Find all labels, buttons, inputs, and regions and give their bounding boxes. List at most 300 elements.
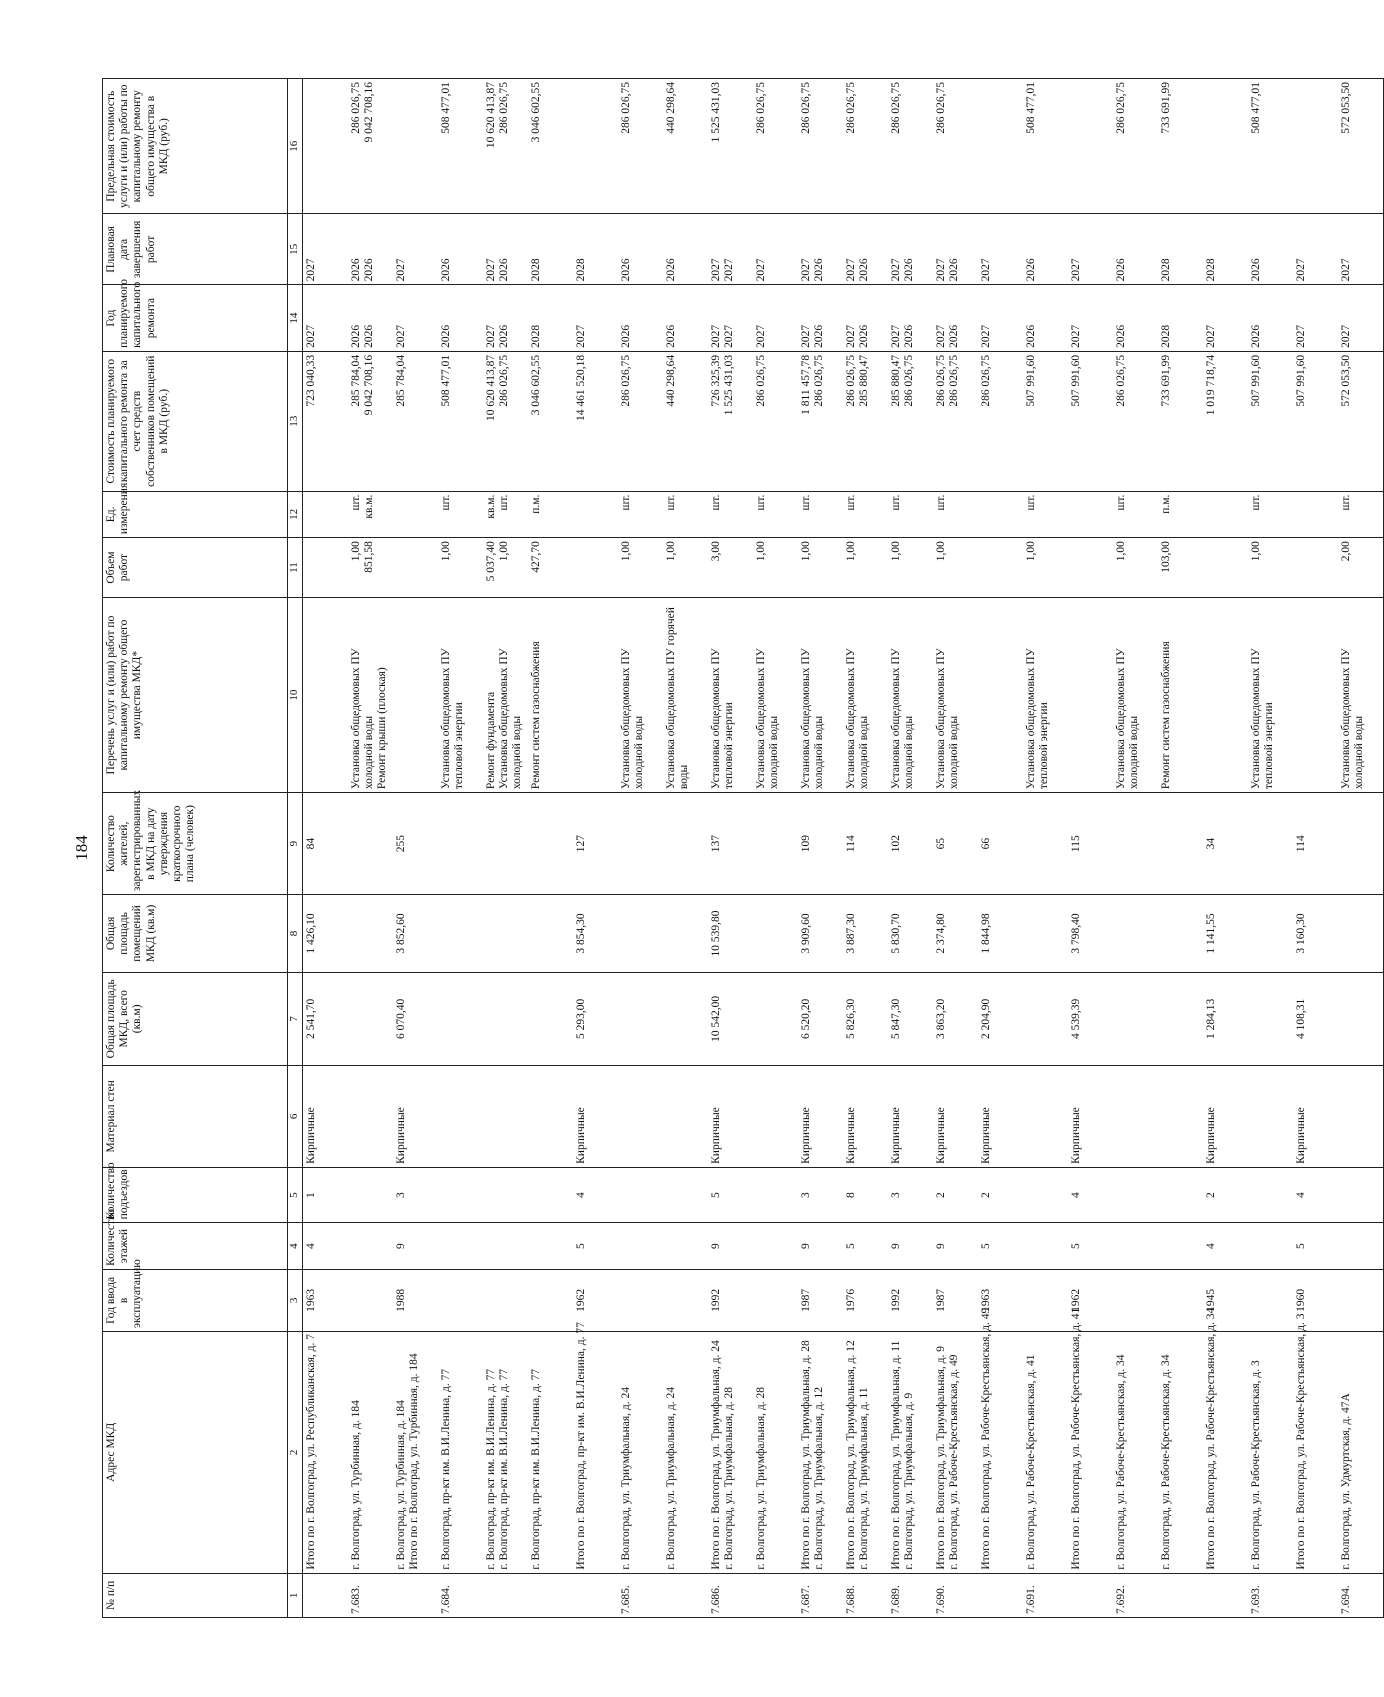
volume-cell [1338, 538, 1384, 598]
completion-date-line: 2028 [530, 258, 542, 282]
volume-cell [393, 538, 438, 598]
limit-cost-line: 440 298,64 [665, 82, 677, 134]
completion-date-cell [438, 214, 483, 285]
total-area-cell: 10 542,00 [708, 972, 753, 1065]
column-number: 16 [288, 79, 303, 214]
cost-cell [888, 351, 933, 491]
completion-date-line: 2027 [890, 258, 902, 282]
floors-cell: 5 [978, 1223, 1023, 1270]
volume-cell [573, 538, 618, 598]
address-line: г. Волгоград, ул. Триумфальная, д. 24 [620, 1386, 632, 1570]
completion-date-cell [1248, 214, 1293, 285]
completion-date-line: 2026 [1115, 258, 1127, 282]
unit-line: шт. [620, 494, 632, 511]
row-number: 7.687. [798, 1573, 843, 1617]
completion-date-line: 2027 [1340, 258, 1352, 282]
table-row [483, 79, 528, 1618]
column-number: 9 [288, 793, 303, 895]
unit-cell [753, 491, 798, 538]
row-number [978, 1573, 1023, 1617]
work-list-line: Установка общедомовых ПУ холодной воды [620, 648, 646, 790]
repair-year-line: 2026 [858, 324, 871, 348]
work-list-cell [1113, 598, 1158, 793]
year-built-cell: 1992 [888, 1269, 933, 1331]
address-cell [933, 1331, 978, 1573]
completion-date-cell [888, 214, 933, 285]
unit-cell [708, 491, 753, 538]
limit-cost-line: 508 477,01 [1025, 82, 1037, 134]
floors-cell [528, 1223, 573, 1270]
floors-cell [663, 1223, 708, 1270]
table-row [978, 79, 1023, 1618]
unit-cell [438, 491, 483, 538]
column-header: Количество жителей, зарегистрированных в МКД на дату утверждения краткосрочного плана (человек) [103, 793, 288, 895]
residents-cell [753, 793, 798, 895]
unit-line: шт. [498, 494, 511, 511]
volume-line: 1,00 [1115, 541, 1127, 562]
completion-date-line: 2027 [710, 258, 722, 282]
completion-date-line: 2028 [1205, 258, 1217, 282]
address-line: Итого по г. Волгоград, ул. Рабоче-Крестьянская, д. 49 [980, 1307, 992, 1570]
entrances-cell [753, 1167, 798, 1222]
volume-line: 1,00 [620, 541, 632, 562]
year-built-cell: 1988 [393, 1269, 438, 1331]
limit-cost-line: 733 691,99 [1160, 82, 1172, 134]
volume-cell [1203, 538, 1248, 598]
cost-cell [843, 351, 888, 491]
completion-date-line: 2027 [845, 258, 857, 282]
address-line: г. Волгоград, ул. Турбинная, д. 184 [395, 1400, 407, 1570]
volume-cell [1068, 538, 1113, 598]
repair-year-cell [708, 285, 753, 352]
limit-cost-cell [303, 79, 349, 214]
completion-date-cell [1293, 214, 1338, 285]
repair-year-line: 2028 [530, 324, 542, 348]
wall-material-cell [1248, 1065, 1293, 1167]
premises-area-cell [1158, 895, 1203, 973]
work-list-line: Ремонт систем газоснабжения [530, 641, 542, 790]
total-area-cell [1158, 972, 1203, 1065]
unit-line: шт. [665, 494, 677, 511]
address-cell [618, 1331, 663, 1573]
address-cell [303, 1331, 349, 1573]
column-header: Плановая дата завершения работ [103, 214, 288, 285]
entrances-cell [1158, 1167, 1203, 1222]
limit-cost-line: 286 026,75 [845, 82, 857, 134]
completion-date-cell [1338, 214, 1384, 285]
address-line: Итого по г. Волгоград, ул. Рабоче-Крестьянская, д. 34 [1205, 1307, 1217, 1570]
residents-cell: 255 [393, 793, 438, 895]
year-built-cell: 1963 [978, 1269, 1023, 1331]
wall-material-cell [528, 1065, 573, 1167]
year-built-cell [1248, 1269, 1293, 1331]
repair-year-cell [1338, 285, 1384, 352]
residents-cell: 65 [933, 793, 978, 895]
entrances-cell: 1 [303, 1167, 349, 1222]
volume-cell [618, 538, 663, 598]
volume-cell [1023, 538, 1068, 598]
volume-line: 3,00 [710, 541, 722, 562]
total-area-cell: 3 863,20 [933, 972, 978, 1065]
limit-cost-line: 508 477,01 [1250, 82, 1262, 134]
limit-cost-cell [1248, 79, 1293, 214]
repair-year-line: 2026 [813, 324, 826, 348]
limit-cost-cell [438, 79, 483, 214]
cost-cell [708, 351, 753, 491]
repair-year-cell [978, 285, 1023, 352]
column-number: 5 [288, 1167, 303, 1222]
limit-cost-line: 10 620 413,87 [485, 82, 497, 149]
unit-cell [528, 491, 573, 538]
column-number: 11 [288, 538, 303, 598]
total-area-cell [1248, 972, 1293, 1065]
address-line: Итого по г. Волгоград, ул. Рабоче-Крестьянская, д. 3 [1295, 1313, 1307, 1570]
cost-line: 14 461 520,18 [575, 354, 587, 421]
work-list-cell [888, 598, 933, 793]
year-built-cell: 1987 [798, 1269, 843, 1331]
cost-line: 507 991,60 [1295, 354, 1307, 407]
cost-line: 10 620 413,87 [485, 354, 497, 421]
volume-cell [798, 538, 843, 598]
completion-date-cell [618, 214, 663, 285]
address-line: г. Волгоград, ул. Триумфальная, д. 28 [755, 1386, 767, 1570]
year-built-cell: 1976 [843, 1269, 888, 1331]
entrances-cell [528, 1167, 573, 1222]
table-row [1203, 79, 1248, 1618]
column-header: Общая площадь МКД, всего (кв.м) [103, 972, 288, 1065]
year-built-cell: 1945 [1203, 1269, 1248, 1331]
cost-line: 285 880,47 [858, 354, 871, 407]
repair-year-cell [1158, 285, 1203, 352]
floors-cell [1248, 1223, 1293, 1270]
wall-material-cell: Кирпичные [798, 1065, 843, 1167]
limit-cost-cell [1068, 79, 1113, 214]
completion-date-line: 2027 [723, 258, 736, 282]
unit-cell [1338, 491, 1384, 538]
volume-cell [1293, 538, 1338, 598]
wall-material-cell: Кирпичные [303, 1065, 349, 1167]
entrances-cell [663, 1167, 708, 1222]
address-line: Итого по г. Волгоград, ул. Рабоче-Крестьянская, д. 41 [1070, 1307, 1082, 1570]
work-list-line: Установка общедомовых ПУ холодной воды [890, 648, 916, 790]
column-number: 2 [288, 1331, 303, 1573]
total-area-cell [483, 972, 528, 1065]
repair-year-cell [573, 285, 618, 352]
year-built-cell [348, 1269, 393, 1331]
completion-date-line: 2026 [498, 258, 511, 282]
year-built-cell [1158, 1269, 1203, 1331]
repair-year-line: 2026 [620, 324, 632, 348]
entrances-cell [618, 1167, 663, 1222]
volume-line: 1,00 [800, 541, 812, 562]
column-header: Объем работ [103, 538, 288, 598]
entrances-cell: 8 [843, 1167, 888, 1222]
unit-cell [663, 491, 708, 538]
volume-cell [663, 538, 708, 598]
unit-cell [1203, 491, 1248, 538]
row-number: 7.684. [438, 1573, 483, 1617]
completion-date-line: 2026 [903, 258, 916, 282]
year-built-cell [1023, 1269, 1068, 1331]
volume-line: 1,00 [935, 541, 947, 562]
column-number: 4 [288, 1223, 303, 1270]
residents-cell: 137 [708, 793, 753, 895]
year-built-cell: 1992 [708, 1269, 753, 1331]
row-number [303, 1573, 349, 1617]
limit-cost-cell [573, 79, 618, 214]
table-row [1158, 79, 1203, 1618]
address-cell [1293, 1313, 1338, 1573]
repair-year-line: 2026 [903, 324, 916, 348]
work-list-cell [1068, 598, 1113, 793]
completion-date-line: 2026 [363, 258, 376, 282]
residents-cell: 34 [1203, 793, 1248, 895]
unit-line: шт. [440, 494, 452, 511]
work-list-cell [1248, 598, 1293, 793]
repair-year-line: 2027 [755, 324, 767, 348]
completion-date-cell [753, 214, 798, 285]
cost-cell [978, 351, 1023, 491]
work-list-line: Установка общедомовых ПУ холодной воды [800, 648, 826, 790]
repair-year-cell [1023, 285, 1068, 352]
residents-cell [1248, 793, 1293, 895]
volume-line: 1,00 [845, 541, 857, 562]
volume-cell [1158, 538, 1203, 598]
volume-line: 2,00 [1340, 541, 1352, 562]
volume-line: 1,00 [890, 541, 902, 562]
work-list-line: Установка общедомовых ПУ холодной воды [935, 648, 961, 790]
completion-date-line: 2026 [1025, 258, 1037, 282]
total-area-cell [348, 972, 393, 1065]
table-row [1293, 79, 1338, 1618]
total-area-cell: 4 108,31 [1293, 972, 1338, 1065]
work-list-line: Установка общедомовых ПУ холодной воды [845, 648, 871, 790]
cost-line: 733 691,99 [1160, 354, 1172, 407]
entrances-cell: 2 [978, 1167, 1023, 1222]
row-number [1293, 1573, 1338, 1617]
limit-cost-line: 508 477,01 [440, 82, 452, 134]
entrances-cell: 3 [888, 1167, 933, 1222]
completion-date-cell [933, 214, 978, 285]
total-area-cell [1113, 972, 1158, 1065]
limit-cost-line: 286 026,75 [498, 82, 511, 134]
address-line: г. Волгоград, ул. Турбинная, д. 184 [350, 1400, 362, 1570]
limit-cost-line: 572 053,50 [1340, 82, 1352, 134]
premises-area-cell: 3 798,40 [1068, 895, 1113, 973]
unit-line: шт. [1025, 494, 1037, 511]
repair-year-cell [798, 285, 843, 352]
unit-line: шт. [935, 494, 947, 511]
repair-year-cell [1293, 285, 1338, 352]
year-built-cell [438, 1269, 483, 1331]
row-number: 7.683. [348, 1573, 393, 1617]
completion-date-line: 2028 [1160, 258, 1172, 282]
limit-cost-cell [933, 79, 978, 214]
repair-year-line: 2027 [305, 324, 317, 348]
completion-date-cell [1068, 214, 1113, 285]
work-list-cell [1338, 598, 1384, 793]
repair-year-line: 2027 [845, 324, 857, 348]
completion-date-line: 2026 [620, 258, 632, 282]
cost-line: 285 784,04 [395, 354, 407, 407]
work-list-line: Установка общедомовых ПУ горячей воды [665, 607, 691, 790]
volume-line: 427,70 [530, 541, 542, 573]
work-list-line: Установка общедомовых ПУ тепловой энергии [440, 648, 466, 790]
column-header: Год ввода в эксплуатацию [103, 1269, 288, 1331]
address-line: г. Волгоград, пр-кт им. В.И.Ленина, д. 77 [440, 1368, 452, 1570]
floors-cell: 5 [843, 1223, 888, 1270]
limit-cost-cell [528, 79, 573, 214]
completion-date-line: 2028 [575, 258, 587, 282]
completion-date-line: 2026 [813, 258, 826, 282]
address-line: г. Волгоград, пр-кт им. В.И.Ленина, д. 77 [485, 1368, 497, 1570]
unit-line: кв.м. [485, 494, 497, 519]
table-row [888, 79, 933, 1618]
unit-cell [1113, 491, 1158, 538]
repair-year-line: 2027 [1205, 324, 1217, 348]
work-list-line: Установка общедомовых ПУ холодной воды [1115, 648, 1141, 790]
cost-line: 286 026,75 [755, 354, 767, 407]
cost-cell [618, 351, 663, 491]
completion-date-cell [978, 214, 1023, 285]
residents-cell [528, 793, 573, 895]
capital-repair-table [102, 78, 1384, 1618]
year-built-cell: 1962 [1068, 1269, 1113, 1331]
address-cell [978, 1307, 1023, 1573]
limit-cost-line: 286 026,75 [755, 82, 767, 134]
floors-cell [1113, 1223, 1158, 1270]
column-header: Количество подъездов [103, 1167, 288, 1222]
row-number: 7.691. [1023, 1573, 1068, 1617]
wall-material-cell: Кирпичные [843, 1065, 888, 1167]
repair-year-cell [663, 285, 708, 352]
premises-area-cell [528, 895, 573, 973]
repair-year-cell [618, 285, 663, 352]
premises-area-cell [663, 895, 708, 973]
completion-date-cell [1203, 214, 1248, 285]
floors-cell [438, 1223, 483, 1270]
completion-date-line: 2027 [800, 258, 812, 282]
limit-cost-line: 286 026,75 [1115, 82, 1127, 134]
address-line: г. Волгоград, ул. Триумфальная, д. 12 [813, 1386, 826, 1570]
address-cell [663, 1331, 708, 1573]
work-list-cell [303, 598, 349, 793]
completion-date-cell [843, 214, 888, 285]
completion-date-cell [798, 214, 843, 285]
table-row [1113, 79, 1158, 1618]
row-number [528, 1573, 573, 1617]
work-list-line: Ремонт фундамента [485, 691, 497, 790]
repair-year-line: 2026 [1250, 324, 1262, 348]
unit-cell [1248, 491, 1293, 538]
column-number: 7 [288, 972, 303, 1065]
premises-area-cell: 5 830,70 [888, 895, 933, 973]
address-cell [1203, 1307, 1248, 1573]
row-number: 7.685. [618, 1573, 663, 1617]
residents-cell: 109 [798, 793, 843, 895]
address-line: г. Волгоград, пр-кт им. В.И.Ленина, д. 77 [530, 1368, 542, 1570]
completion-date-line: 2027 [1070, 258, 1082, 282]
table-row [573, 79, 618, 1618]
year-built-cell [528, 1269, 573, 1331]
unit-line: шт. [890, 494, 902, 511]
work-list-line: Ремонт крыши (плоская) [376, 667, 389, 790]
repair-year-cell [753, 285, 798, 352]
volume-cell [528, 538, 573, 598]
unit-line: шт. [1115, 494, 1127, 511]
repair-year-line: 2027 [710, 324, 722, 348]
premises-area-cell: 1 141,55 [1203, 895, 1248, 973]
limit-cost-cell [1293, 79, 1338, 214]
total-area-cell [528, 972, 573, 1065]
premises-area-cell [1113, 895, 1158, 973]
table-row [1248, 79, 1293, 1618]
cost-cell [1113, 351, 1158, 491]
repair-year-cell [348, 285, 393, 352]
wall-material-cell: Кирпичные [393, 1065, 438, 1167]
wall-material-cell [1113, 1065, 1158, 1167]
cost-line: 3 046 602,55 [530, 354, 542, 416]
volume-line: 1,00 [498, 541, 511, 562]
cost-cell [393, 351, 438, 491]
work-list-line: Установка общедомовых ПУ холодной воды [350, 648, 376, 790]
address-line: г. Волгоград, ул. Рабоче-Крестьянская, д. 34 [1115, 1354, 1127, 1570]
row-number [753, 1573, 798, 1617]
unit-line: шт. [755, 494, 767, 511]
repair-year-line: 2027 [890, 324, 902, 348]
address-line: Итого по г. Волгоград, ул. Триумфальная, д. 11 [890, 1340, 902, 1570]
unit-line: шт. [1250, 494, 1262, 511]
floors-cell: 4 [1203, 1223, 1248, 1270]
floors-cell: 9 [798, 1223, 843, 1270]
wall-material-cell [1158, 1065, 1203, 1167]
address-cell [1158, 1331, 1203, 1573]
address-cell [348, 1331, 393, 1573]
volume-line: 1,00 [440, 541, 452, 562]
completion-date-cell [393, 214, 438, 285]
repair-year-line: 2027 [935, 324, 947, 348]
address-cell [888, 1331, 933, 1573]
work-list-cell [708, 598, 753, 793]
repair-year-cell [438, 285, 483, 352]
cost-line: 286 026,75 [498, 354, 511, 407]
volume-line: 851,58 [363, 541, 376, 573]
unit-cell [1293, 491, 1338, 538]
residents-cell [348, 793, 393, 895]
residents-cell [438, 793, 483, 895]
limit-cost-cell [483, 79, 528, 214]
limit-cost-cell [798, 79, 843, 214]
repair-year-line: 2026 [948, 324, 961, 348]
limit-cost-cell [843, 79, 888, 214]
table-row [708, 79, 753, 1618]
wall-material-cell [1338, 1065, 1384, 1167]
floors-cell: 5 [1068, 1223, 1113, 1270]
completion-date-line: 2026 [948, 258, 961, 282]
completion-date-line: 2027 [980, 258, 992, 282]
repair-year-line: 2027 [723, 324, 736, 348]
unit-line: п.м. [530, 494, 542, 514]
unit-line: шт. [800, 494, 812, 511]
wall-material-cell: Кирпичные [933, 1065, 978, 1167]
completion-date-line: 2027 [935, 258, 947, 282]
entrances-cell: 4 [1068, 1167, 1113, 1222]
cost-line: 572 053,50 [1340, 354, 1352, 407]
premises-area-cell [483, 895, 528, 973]
total-area-cell: 6 520,20 [798, 972, 843, 1065]
cost-cell [663, 351, 708, 491]
cost-line: 1 525 431,03 [723, 354, 736, 416]
